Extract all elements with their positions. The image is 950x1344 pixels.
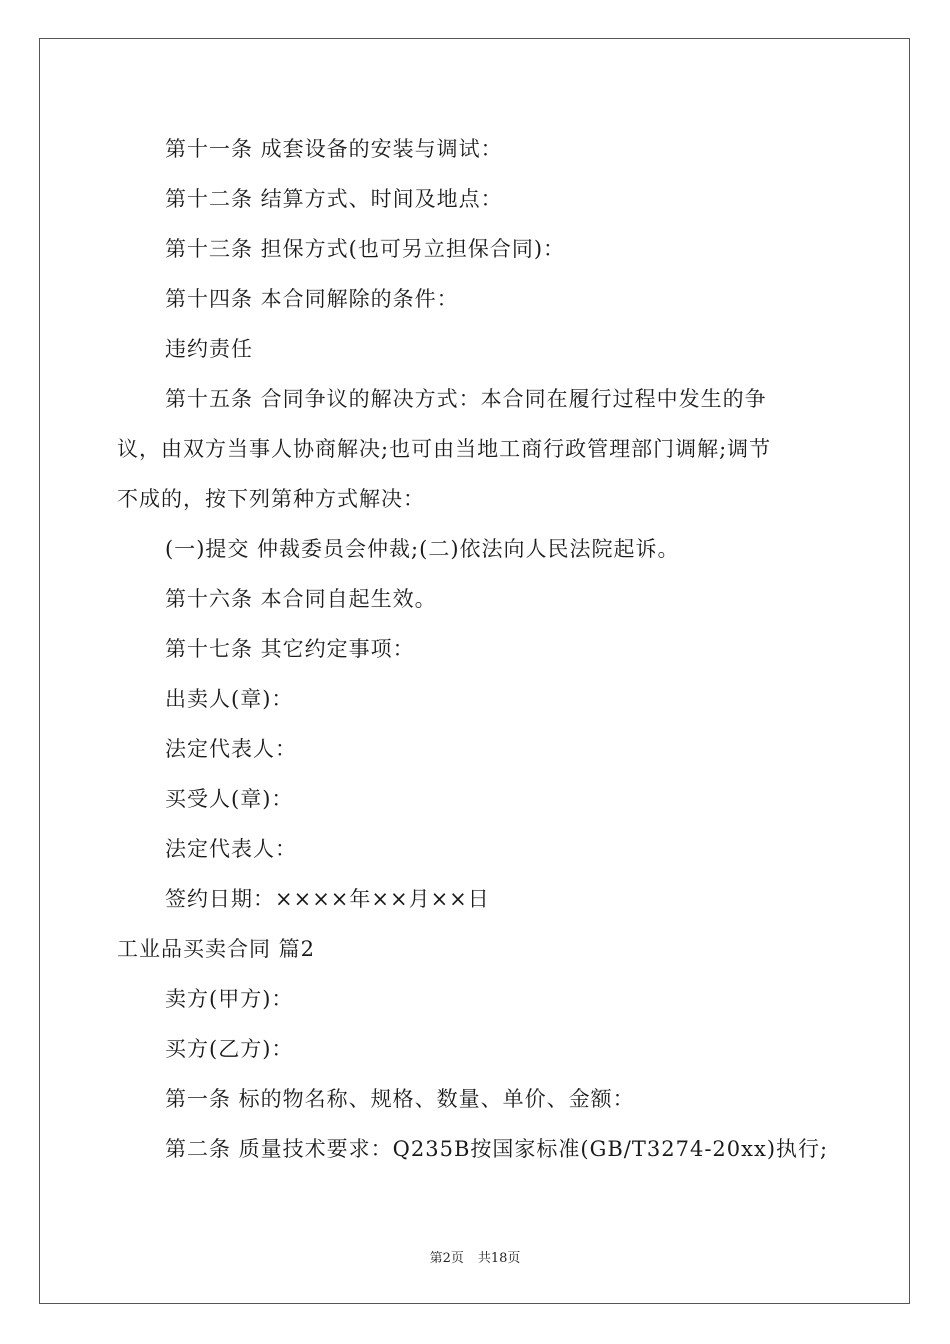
clause-14: 第十四条 本合同解除的条件： [165, 287, 459, 311]
clause-13: 第十三条 担保方式(也可另立担保合同)： [165, 237, 566, 261]
buyer-party: 买方(乙方)： [165, 1037, 294, 1061]
clause-15-line-2: 议，由双方当事人协商解决;也可由当地工商行政管理部门调解;调节 [117, 437, 772, 461]
section-heading: 工业品买卖合同 篇2 [117, 937, 316, 961]
signing-date: 签约日期：××××年××月××日 [165, 887, 490, 911]
clause-15-line-1: 第十五条 合同争议的解决方式：本合同在履行过程中发生的争 [165, 387, 767, 411]
seller-seal: 出卖人(章)： [165, 687, 294, 711]
clause-17: 第十七条 其它约定事项： [165, 637, 415, 661]
document-body [117, 124, 833, 1174]
clause-16: 第十六条 本合同自起生效。 [165, 587, 437, 611]
clause-2: 第二条 质量技术要求：Q235B按国家标准(GB/T3274-20xx)执行; [165, 1137, 829, 1161]
clause-11: 第十一条 成套设备的安装与调试： [165, 137, 503, 161]
page-footer [0, 1247, 950, 1266]
seller-representative: 法定代表人： [165, 737, 297, 761]
page-number: 第2页 [429, 1251, 464, 1266]
buyer-representative: 法定代表人： [165, 837, 297, 861]
buyer-seal: 买受人(章)： [165, 787, 294, 811]
seller-party: 卖方(甲方)： [165, 987, 294, 1011]
dispute-options: (一)提交 仲裁委员会仲裁;(二)依法向人民法院起诉。 [165, 537, 680, 561]
clause-12: 第十二条 结算方式、时间及地点： [165, 187, 503, 211]
clause-15-line-3: 不成的，按下列第种方式解决： [117, 487, 425, 511]
page-total: 共18页 [477, 1251, 521, 1266]
clause-1: 第一条 标的物名称、规格、数量、单价、金额： [165, 1087, 635, 1111]
section-liability: 违约责任 [165, 337, 253, 361]
